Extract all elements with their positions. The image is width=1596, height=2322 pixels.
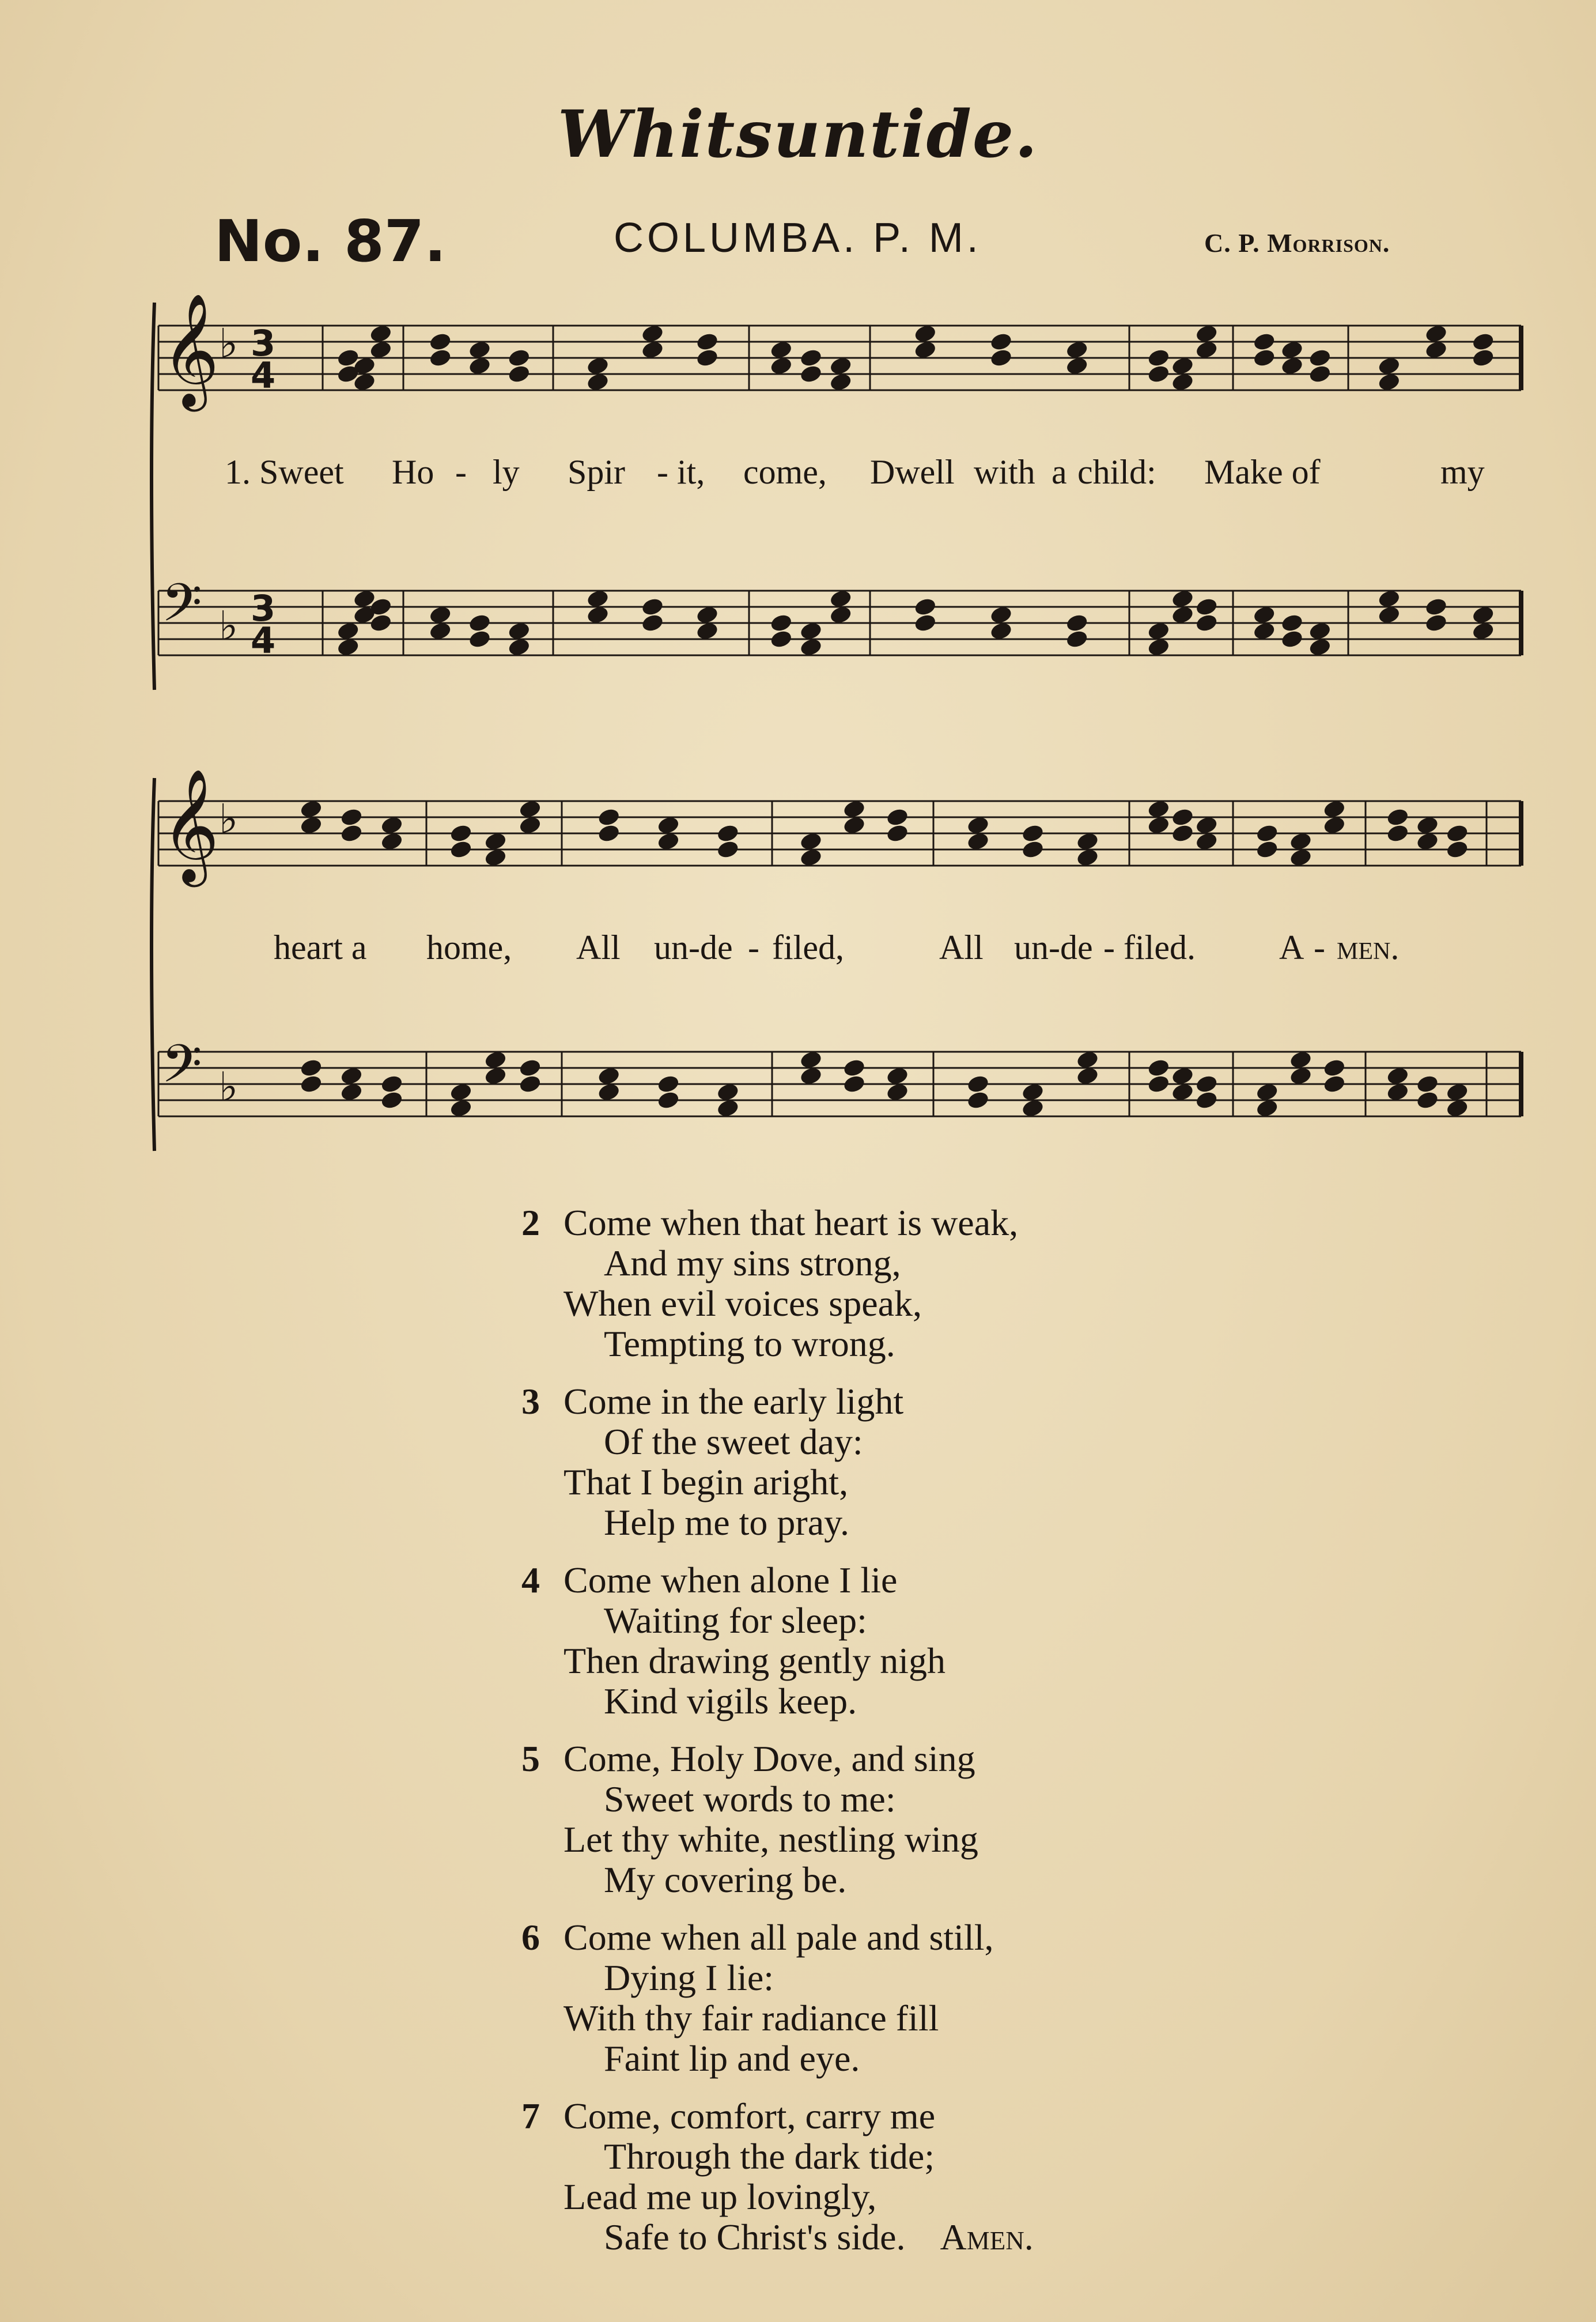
lyric-syllable: Dwell	[870, 453, 955, 491]
note-head	[914, 324, 937, 343]
note-head	[1021, 840, 1044, 859]
system-brace	[152, 778, 154, 1151]
bass-clef-icon: 𝄢	[161, 572, 202, 646]
note-head	[1147, 1058, 1170, 1078]
note-head	[300, 799, 323, 819]
note-head	[1255, 824, 1279, 843]
note-head	[369, 324, 392, 343]
note-head	[1195, 1090, 1218, 1110]
note-head	[1253, 621, 1276, 641]
lyric-syllable: Make of	[1204, 453, 1321, 491]
note-head	[1386, 807, 1409, 827]
note-head	[1195, 1074, 1218, 1094]
verse-line: Kind vigils keep.	[604, 1681, 857, 1721]
time-signature-digit: 3	[251, 587, 276, 629]
verse-line: That I begin aright,	[563, 1462, 849, 1502]
verse-line: Tempting to wrong.	[604, 1323, 895, 1364]
note-head	[1424, 613, 1447, 633]
note-head	[1378, 356, 1401, 376]
note-head	[1378, 372, 1401, 392]
note-head	[1416, 815, 1439, 835]
verse-line: Help me to pray.	[604, 1502, 849, 1543]
note-head	[695, 348, 718, 368]
note-head	[1280, 356, 1303, 376]
note-head	[1147, 1074, 1170, 1094]
note-head	[1386, 1082, 1409, 1102]
note-head	[449, 1082, 472, 1102]
verse-line: When evil voices speak,	[563, 1283, 922, 1324]
lyric-syllable: with	[974, 453, 1035, 491]
note-head	[1253, 348, 1276, 368]
note-head	[380, 832, 403, 851]
verse-line: Faint lip and eye.	[604, 2038, 860, 2079]
lyric-syllable: men.	[1337, 928, 1400, 966]
note-head	[429, 348, 452, 368]
note-head	[1147, 348, 1170, 368]
verse-line: Come, comfort, carry me	[563, 2096, 936, 2136]
note-head	[340, 1066, 363, 1086]
composer-credit: C. P. Morrison.	[1204, 228, 1390, 258]
note-head	[966, 1074, 989, 1094]
note-head	[829, 356, 852, 376]
lyric-syllable: home,	[426, 928, 512, 966]
verse-number: 7	[521, 2096, 540, 2136]
note-head	[300, 815, 323, 835]
verse-line: Come, Holy Dove, and sing	[563, 1738, 975, 1779]
lyric-syllable: heart a	[274, 928, 367, 966]
note-head	[1323, 1074, 1346, 1094]
note-head	[1446, 1098, 1469, 1118]
tune-name: COLUMBA. P. M.	[614, 215, 982, 261]
time-signature-digit: 4	[251, 354, 276, 397]
flat-icon: ♭	[219, 795, 239, 843]
lyric-syllable: All	[939, 928, 984, 966]
verse-line: Come when all pale and still,	[563, 1917, 994, 1958]
note-head	[1076, 1050, 1099, 1070]
note-head	[586, 605, 609, 625]
note-head	[716, 1098, 739, 1118]
note-head	[336, 621, 360, 641]
system-brace	[152, 303, 154, 690]
note-head	[1171, 1066, 1194, 1086]
note-head	[716, 1082, 739, 1102]
note-head	[1446, 840, 1469, 859]
note-head	[842, 1074, 865, 1094]
verse-line: And my sins strong,	[604, 1243, 901, 1283]
note-head	[1472, 332, 1495, 352]
note-head	[966, 1090, 989, 1110]
note-head	[1416, 1090, 1439, 1110]
note-head	[1289, 832, 1312, 851]
flat-icon: ♭	[219, 1063, 239, 1111]
verse-line: Let thy white, nestling wing	[563, 1819, 978, 1860]
note-head	[1253, 332, 1276, 352]
note-head	[770, 613, 793, 633]
lyric-syllable: -	[1314, 928, 1325, 966]
note-head	[1021, 1082, 1044, 1102]
note-head	[1195, 832, 1218, 851]
lyric-syllable: filed,	[772, 928, 844, 966]
note-head	[468, 613, 491, 633]
note-head	[429, 605, 452, 625]
note-head	[484, 848, 507, 867]
note-head	[1195, 815, 1218, 835]
note-head	[508, 621, 531, 641]
note-head	[886, 807, 909, 827]
note-head	[1424, 597, 1447, 617]
note-head	[799, 1050, 822, 1070]
verse-line: Come in the early light	[563, 1381, 904, 1422]
note-head	[716, 840, 739, 859]
note-head	[695, 605, 718, 625]
note-head	[842, 799, 865, 819]
lyric-syllable: -	[455, 453, 467, 491]
note-head	[1424, 340, 1447, 360]
note-head	[799, 848, 822, 867]
note-head	[1308, 364, 1332, 384]
note-head	[1021, 1098, 1044, 1118]
note-head	[1195, 613, 1218, 633]
note-head	[340, 807, 363, 827]
verse-line: With thy fair radiance fill	[563, 1998, 939, 2038]
note-head	[695, 332, 718, 352]
note-head	[336, 637, 360, 657]
note-head	[429, 332, 452, 352]
note-head	[641, 597, 664, 617]
lyric-syllable: -	[1103, 928, 1115, 966]
note-head	[989, 348, 1012, 368]
verse-line: Of the sweet day:	[604, 1421, 863, 1462]
note-head	[1280, 340, 1303, 360]
verse-number: 4	[521, 1560, 540, 1600]
note-head	[989, 605, 1012, 625]
note-head	[1308, 348, 1332, 368]
note-head	[484, 1050, 507, 1070]
note-head	[1195, 340, 1218, 360]
verse-line: Sweet words to me:	[604, 1779, 896, 1819]
note-head	[1147, 637, 1170, 657]
note-head	[380, 1090, 403, 1110]
note-head	[641, 613, 664, 633]
note-head	[914, 597, 937, 617]
note-head	[300, 1074, 323, 1094]
note-head	[799, 621, 822, 641]
note-head	[989, 332, 1012, 352]
note-head	[989, 621, 1012, 641]
lyric-syllable: 1. Sweet	[225, 453, 344, 491]
note-head	[429, 621, 452, 641]
note-head	[641, 340, 664, 360]
note-head	[449, 1098, 472, 1118]
note-head	[300, 1058, 323, 1078]
note-head	[508, 348, 531, 368]
note-head	[519, 799, 542, 819]
note-head	[1472, 348, 1495, 368]
note-head	[842, 1058, 865, 1078]
note-head	[484, 1066, 507, 1086]
note-head	[1255, 1098, 1279, 1118]
note-head	[1386, 824, 1409, 843]
lyric-syllable: filed.	[1124, 928, 1196, 966]
note-head	[657, 1090, 680, 1110]
treble-clef-icon: 𝄞	[161, 768, 220, 882]
verse-line: Dying I lie:	[604, 1957, 774, 1998]
time-signature-digit: 4	[251, 620, 276, 662]
note-head	[380, 1074, 403, 1094]
note-head	[519, 1058, 542, 1078]
note-head	[1323, 799, 1346, 819]
note-head	[1446, 1082, 1469, 1102]
note-head	[1171, 589, 1194, 609]
note-head	[1416, 1074, 1439, 1094]
note-head	[1416, 832, 1439, 851]
note-head	[1076, 832, 1099, 851]
note-head	[1323, 1058, 1346, 1078]
note-head	[340, 824, 363, 843]
note-head	[886, 1066, 909, 1086]
note-head	[829, 589, 852, 609]
lyric-syllable: ly	[493, 453, 520, 491]
note-head	[468, 356, 491, 376]
note-head	[340, 1082, 363, 1102]
note-head	[1386, 1066, 1409, 1086]
note-head	[519, 1074, 542, 1094]
lyric-syllable: come,	[743, 453, 827, 491]
note-head	[519, 815, 542, 835]
note-head	[1378, 605, 1401, 625]
verse-number: 3	[521, 1381, 540, 1422]
note-head	[597, 1066, 621, 1086]
note-head	[914, 340, 937, 360]
lyric-syllable: un-de	[1014, 928, 1093, 966]
note-head	[508, 637, 531, 657]
note-head	[657, 832, 680, 851]
note-head	[799, 637, 822, 657]
note-head	[586, 589, 609, 609]
lyric-syllable: un-de	[654, 928, 733, 966]
lyric-syllable: child:	[1077, 453, 1156, 491]
note-head	[1424, 324, 1447, 343]
note-head	[597, 1082, 621, 1102]
note-head	[1378, 589, 1401, 609]
verse-line: Lead me up lovingly,	[563, 2176, 877, 2217]
treble-clef-icon: 𝄞	[161, 293, 220, 407]
verse-line: Through the dark tide;	[604, 2136, 935, 2177]
note-head	[1255, 1082, 1279, 1102]
time-signature-digit: 3	[251, 322, 276, 364]
section-title: Whitsuntide.	[557, 97, 1039, 172]
note-head	[1076, 1066, 1099, 1086]
note-head	[657, 815, 680, 835]
verse-line: Come when alone I lie	[563, 1560, 898, 1600]
note-head	[657, 1074, 680, 1094]
note-head	[770, 629, 793, 649]
note-head	[449, 824, 472, 843]
note-head	[508, 364, 531, 384]
note-head	[1195, 324, 1218, 343]
note-head	[586, 356, 609, 376]
note-head	[380, 815, 403, 835]
note-head	[1065, 340, 1088, 360]
verse-number: 2	[521, 1202, 540, 1243]
note-head	[770, 356, 793, 376]
lyric-syllable: my	[1440, 453, 1485, 491]
note-head	[695, 621, 718, 641]
note-head	[1065, 613, 1088, 633]
note-head	[1289, 1050, 1312, 1070]
note-head	[1255, 840, 1279, 859]
note-head	[1289, 848, 1312, 867]
lyric-syllable: Ho	[392, 453, 434, 491]
note-head	[484, 832, 507, 851]
note-head	[597, 807, 621, 827]
note-head	[1308, 637, 1332, 657]
note-head	[799, 364, 822, 384]
note-head	[369, 340, 392, 360]
note-head	[1253, 605, 1276, 625]
hymn-number: No. 87.	[214, 207, 447, 275]
note-head	[1065, 629, 1088, 649]
bass-clef-icon: 𝄢	[161, 1033, 202, 1107]
lyric-syllable: -	[748, 928, 759, 966]
note-head	[829, 605, 852, 625]
verse-number: 5	[521, 1738, 540, 1779]
note-head	[1280, 613, 1303, 633]
lyric-syllable: a	[1052, 453, 1067, 491]
lyric-syllable: All	[576, 928, 621, 966]
note-head	[1308, 621, 1332, 641]
note-head	[1147, 815, 1170, 835]
note-head	[770, 340, 793, 360]
verse-line: Waiting for sleep:	[604, 1600, 867, 1641]
flat-icon: ♭	[219, 320, 239, 367]
verse-line: Then drawing gently nigh	[563, 1640, 946, 1681]
note-head	[1147, 799, 1170, 819]
note-head	[1147, 621, 1170, 641]
note-head	[1171, 824, 1194, 843]
note-head	[1171, 356, 1194, 376]
note-head	[468, 340, 491, 360]
note-head	[1472, 621, 1495, 641]
lyric-syllable: A	[1279, 928, 1304, 966]
note-head	[1472, 605, 1495, 625]
note-head	[1171, 1082, 1194, 1102]
note-head	[716, 824, 739, 843]
flat-icon: ♭	[219, 602, 239, 650]
note-head	[1171, 807, 1194, 827]
note-head	[1195, 597, 1218, 617]
verse-line: My covering be.	[604, 1859, 847, 1900]
note-head	[1076, 848, 1099, 867]
lyric-syllable: Spir	[568, 453, 626, 491]
note-head	[1171, 605, 1194, 625]
verse-line: Safe to Christ's side. Amen.	[604, 2217, 1034, 2257]
note-head	[799, 1066, 822, 1086]
note-head	[1446, 824, 1469, 843]
note-head	[799, 832, 822, 851]
note-head	[829, 372, 852, 392]
note-head	[914, 613, 937, 633]
lyric-syllable: - it,	[657, 453, 705, 491]
note-head	[1065, 356, 1088, 376]
note-head	[1171, 372, 1194, 392]
note-head	[597, 824, 621, 843]
note-head	[842, 815, 865, 835]
note-head	[966, 815, 989, 835]
note-head	[449, 840, 472, 859]
final-amen: Amen.	[940, 2217, 1034, 2257]
note-head	[1147, 364, 1170, 384]
note-head	[886, 824, 909, 843]
note-head	[886, 1082, 909, 1102]
note-head	[468, 629, 491, 649]
note-head	[966, 832, 989, 851]
note-head	[1280, 629, 1303, 649]
note-head	[1021, 824, 1044, 843]
note-head	[1289, 1066, 1312, 1086]
verse-line: Come when that heart is weak,	[563, 1202, 1019, 1243]
verse-number: 6	[521, 1917, 540, 1958]
note-head	[586, 372, 609, 392]
note-head	[641, 324, 664, 343]
note-head	[799, 348, 822, 368]
note-head	[1323, 815, 1346, 835]
